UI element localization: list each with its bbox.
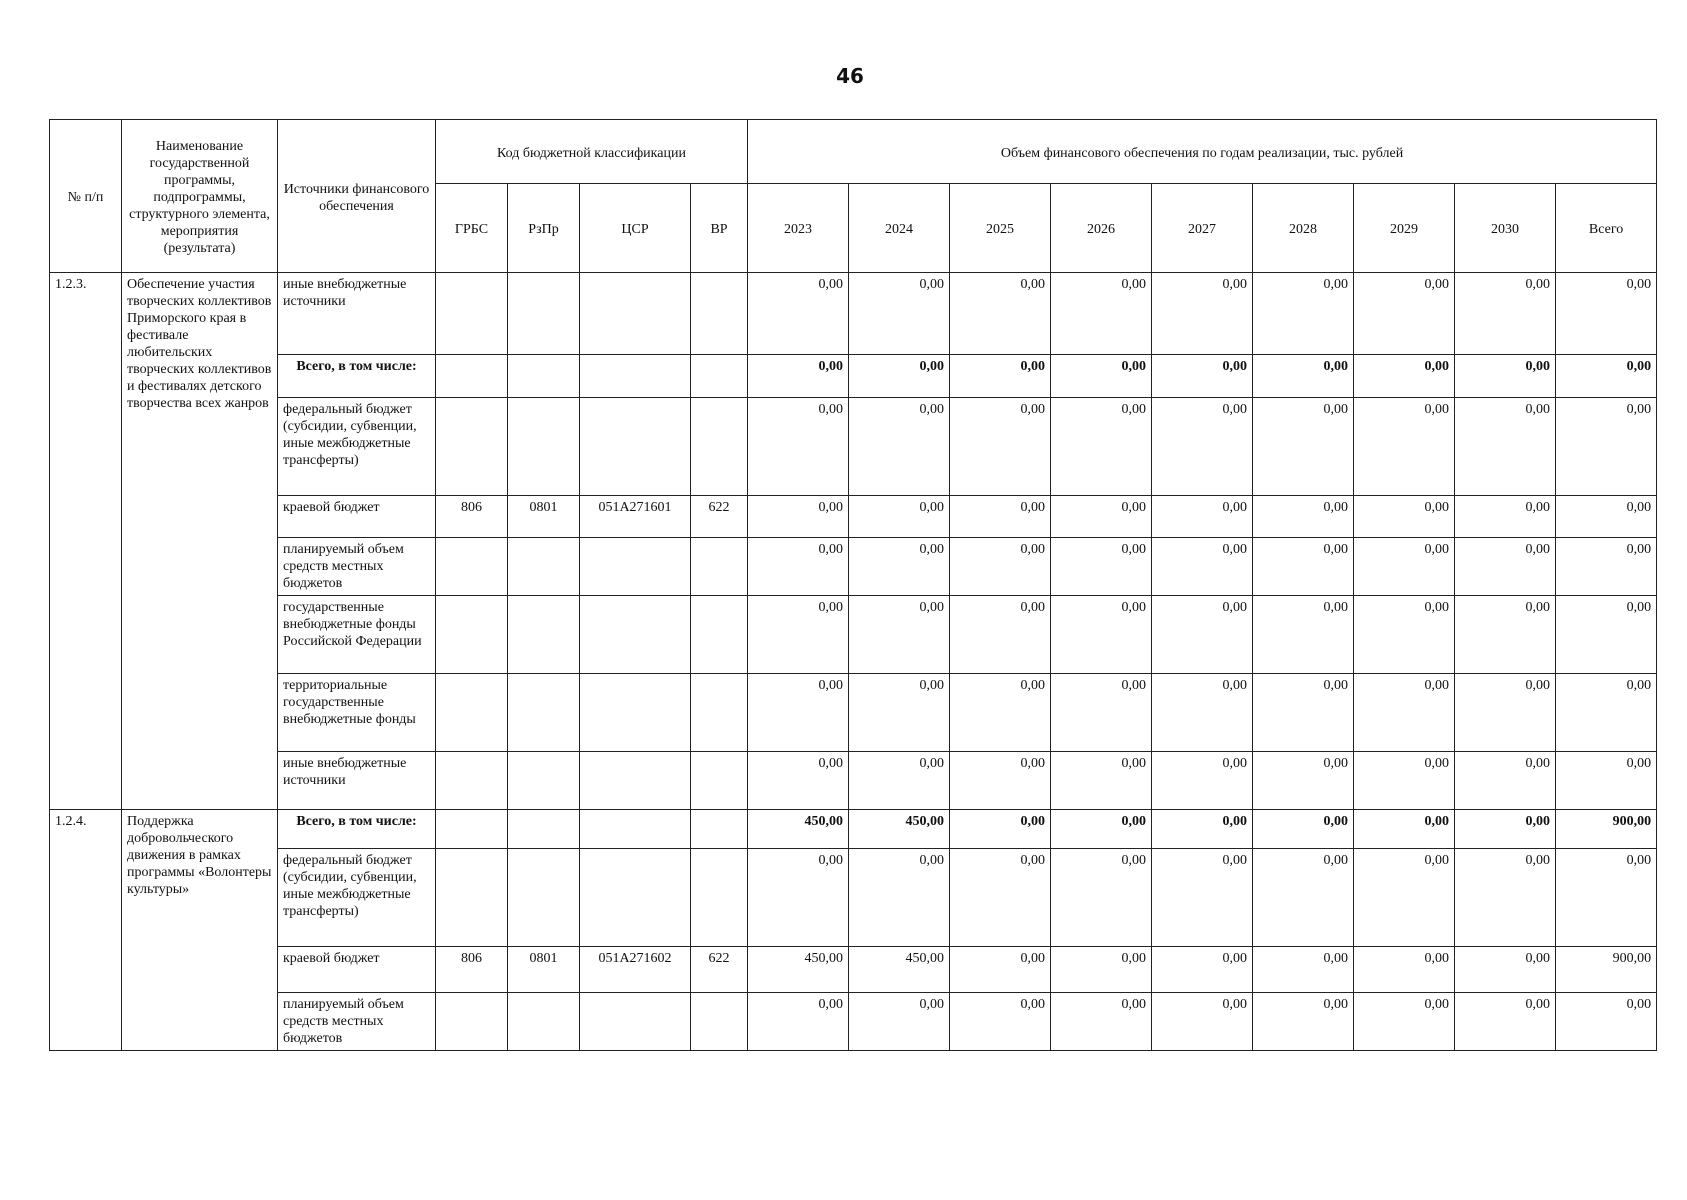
year-value: 0,00 bbox=[1253, 273, 1354, 355]
year-value: 0,00 bbox=[1051, 810, 1152, 849]
header-num: № п/п bbox=[50, 120, 122, 273]
funding-source: федеральный бюджет (субсидии, субвенции, иные межбюджетные трансферты) bbox=[278, 849, 436, 947]
table-row bbox=[50, 355, 1657, 398]
funding-source: иные внебюджетные источники bbox=[278, 752, 436, 810]
total-value: 0,00 bbox=[1556, 993, 1657, 1051]
year-value: 450,00 bbox=[748, 810, 849, 849]
vr-code: 622 bbox=[691, 496, 748, 538]
grbs-code bbox=[436, 398, 508, 496]
table-row bbox=[50, 596, 1657, 674]
grbs-code: 806 bbox=[436, 947, 508, 993]
total-value: 900,00 bbox=[1556, 810, 1657, 849]
total-value: 0,00 bbox=[1556, 752, 1657, 810]
table-row bbox=[50, 398, 1657, 496]
year-value: 0,00 bbox=[849, 993, 950, 1051]
grbs-code: 806 bbox=[436, 496, 508, 538]
total-value: 0,00 bbox=[1556, 538, 1657, 596]
year-value: 0,00 bbox=[1051, 596, 1152, 674]
csr-code bbox=[580, 596, 691, 674]
item-number: 1.2.4. bbox=[50, 810, 122, 1051]
year-value: 0,00 bbox=[1455, 398, 1556, 496]
total-value: 0,00 bbox=[1556, 849, 1657, 947]
year-value: 450,00 bbox=[849, 810, 950, 849]
year-value: 0,00 bbox=[950, 596, 1051, 674]
funding-source: иные внебюджетные источники bbox=[278, 273, 436, 355]
year-value: 0,00 bbox=[748, 398, 849, 496]
year-value: 450,00 bbox=[849, 947, 950, 993]
year-value: 0,00 bbox=[1455, 496, 1556, 538]
header-year: 2027 bbox=[1152, 184, 1253, 273]
item-number: 1.2.3. bbox=[50, 273, 122, 810]
csr-code bbox=[580, 849, 691, 947]
year-value: 0,00 bbox=[950, 496, 1051, 538]
year-value: 0,00 bbox=[1253, 993, 1354, 1051]
header-vr: ВР bbox=[691, 184, 748, 273]
funding-source: территориальные государственные внебюджетные фонды bbox=[278, 674, 436, 752]
csr-code: 051А271602 bbox=[580, 947, 691, 993]
csr-code bbox=[580, 674, 691, 752]
vr-code: 622 bbox=[691, 947, 748, 993]
year-value: 0,00 bbox=[1354, 596, 1455, 674]
year-value: 0,00 bbox=[1051, 993, 1152, 1051]
year-value: 0,00 bbox=[1354, 849, 1455, 947]
year-value: 0,00 bbox=[1354, 398, 1455, 496]
year-value: 0,00 bbox=[1455, 810, 1556, 849]
year-value: 0,00 bbox=[1152, 273, 1253, 355]
vr-code bbox=[691, 538, 748, 596]
year-value: 0,00 bbox=[1253, 496, 1354, 538]
header-year: 2026 bbox=[1051, 184, 1152, 273]
total-value: 0,00 bbox=[1556, 273, 1657, 355]
year-value: 0,00 bbox=[849, 849, 950, 947]
year-value: 0,00 bbox=[1253, 947, 1354, 993]
header-csr: ЦСР bbox=[580, 184, 691, 273]
year-value: 0,00 bbox=[1152, 810, 1253, 849]
header-grbs: ГРБС bbox=[436, 184, 508, 273]
rzpr-code bbox=[508, 810, 580, 849]
vr-code bbox=[691, 752, 748, 810]
item-name: Поддержка добровольческого движения в рамках программы «Волонтеры культуры» bbox=[122, 810, 278, 1051]
csr-code bbox=[580, 752, 691, 810]
rzpr-code bbox=[508, 398, 580, 496]
rzpr-code bbox=[508, 273, 580, 355]
year-value: 0,00 bbox=[1354, 947, 1455, 993]
total-value: 900,00 bbox=[1556, 947, 1657, 993]
rzpr-code bbox=[508, 849, 580, 947]
year-value: 0,00 bbox=[1051, 355, 1152, 398]
header-year: 2029 bbox=[1354, 184, 1455, 273]
year-value: 0,00 bbox=[1152, 947, 1253, 993]
year-value: 0,00 bbox=[748, 993, 849, 1051]
year-value: 450,00 bbox=[748, 947, 849, 993]
year-value: 0,00 bbox=[1051, 849, 1152, 947]
table-row bbox=[50, 849, 1657, 947]
year-value: 0,00 bbox=[748, 674, 849, 752]
year-value: 0,00 bbox=[849, 273, 950, 355]
header-year: 2023 bbox=[748, 184, 849, 273]
year-value: 0,00 bbox=[1152, 538, 1253, 596]
year-value: 0,00 bbox=[1051, 496, 1152, 538]
grbs-code bbox=[436, 993, 508, 1051]
year-value: 0,00 bbox=[950, 849, 1051, 947]
vr-code bbox=[691, 596, 748, 674]
year-value: 0,00 bbox=[1354, 993, 1455, 1051]
year-value: 0,00 bbox=[849, 596, 950, 674]
total-value: 0,00 bbox=[1556, 398, 1657, 496]
year-value: 0,00 bbox=[1455, 993, 1556, 1051]
year-value: 0,00 bbox=[1152, 752, 1253, 810]
year-value: 0,00 bbox=[1152, 674, 1253, 752]
table-row bbox=[50, 538, 1657, 596]
year-value: 0,00 bbox=[1455, 273, 1556, 355]
year-value: 0,00 bbox=[1051, 273, 1152, 355]
year-value: 0,00 bbox=[1152, 398, 1253, 496]
year-value: 0,00 bbox=[849, 496, 950, 538]
total-value: 0,00 bbox=[1556, 496, 1657, 538]
rzpr-code bbox=[508, 674, 580, 752]
funding-source: Всего, в том числе: bbox=[278, 355, 436, 398]
year-value: 0,00 bbox=[950, 674, 1051, 752]
csr-code bbox=[580, 538, 691, 596]
year-value: 0,00 bbox=[950, 810, 1051, 849]
year-value: 0,00 bbox=[1253, 674, 1354, 752]
rzpr-code bbox=[508, 355, 580, 398]
table-row bbox=[50, 496, 1657, 538]
vr-code bbox=[691, 993, 748, 1051]
year-value: 0,00 bbox=[1455, 849, 1556, 947]
year-value: 0,00 bbox=[748, 496, 849, 538]
year-value: 0,00 bbox=[1253, 810, 1354, 849]
header-total: Всего bbox=[1556, 184, 1657, 273]
table-row bbox=[50, 810, 1657, 849]
grbs-code bbox=[436, 273, 508, 355]
year-value: 0,00 bbox=[950, 752, 1051, 810]
year-value: 0,00 bbox=[1354, 355, 1455, 398]
year-value: 0,00 bbox=[1253, 538, 1354, 596]
rzpr-code bbox=[508, 752, 580, 810]
year-value: 0,00 bbox=[950, 273, 1051, 355]
year-value: 0,00 bbox=[1253, 752, 1354, 810]
year-value: 0,00 bbox=[1051, 752, 1152, 810]
year-value: 0,00 bbox=[1051, 947, 1152, 993]
total-value: 0,00 bbox=[1556, 674, 1657, 752]
header-volume: Объем финансового обеспечения по годам реализации, тыс. рублей bbox=[748, 120, 1657, 184]
year-value: 0,00 bbox=[1253, 849, 1354, 947]
year-value: 0,00 bbox=[950, 993, 1051, 1051]
grbs-code bbox=[436, 674, 508, 752]
year-value: 0,00 bbox=[950, 947, 1051, 993]
total-value: 0,00 bbox=[1556, 596, 1657, 674]
rzpr-code bbox=[508, 596, 580, 674]
year-value: 0,00 bbox=[1253, 355, 1354, 398]
year-value: 0,00 bbox=[1253, 398, 1354, 496]
year-value: 0,00 bbox=[748, 596, 849, 674]
year-value: 0,00 bbox=[849, 538, 950, 596]
year-value: 0,00 bbox=[1354, 810, 1455, 849]
vr-code bbox=[691, 849, 748, 947]
table-row bbox=[50, 947, 1657, 993]
header-year: 2028 bbox=[1253, 184, 1354, 273]
year-value: 0,00 bbox=[1152, 596, 1253, 674]
funding-source: планируемый объем средств местных бюджетов bbox=[278, 538, 436, 596]
funding-source: федеральный бюджет (субсидии, субвенции, иные межбюджетные трансферты) bbox=[278, 398, 436, 496]
year-value: 0,00 bbox=[748, 849, 849, 947]
funding-source: планируемый объем средств местных бюджетов bbox=[278, 993, 436, 1051]
year-value: 0,00 bbox=[1051, 538, 1152, 596]
year-value: 0,00 bbox=[849, 398, 950, 496]
year-value: 0,00 bbox=[1354, 538, 1455, 596]
year-value: 0,00 bbox=[1152, 355, 1253, 398]
year-value: 0,00 bbox=[1152, 849, 1253, 947]
grbs-code bbox=[436, 355, 508, 398]
year-value: 0,00 bbox=[1152, 496, 1253, 538]
year-value: 0,00 bbox=[849, 355, 950, 398]
header-year: 2024 bbox=[849, 184, 950, 273]
year-value: 0,00 bbox=[1152, 993, 1253, 1051]
grbs-code bbox=[436, 810, 508, 849]
year-value: 0,00 bbox=[1455, 674, 1556, 752]
vr-code bbox=[691, 810, 748, 849]
page-number: 46 bbox=[836, 64, 864, 88]
year-value: 0,00 bbox=[849, 752, 950, 810]
vr-code bbox=[691, 398, 748, 496]
year-value: 0,00 bbox=[1455, 538, 1556, 596]
year-value: 0,00 bbox=[1455, 947, 1556, 993]
csr-code: 051А271601 bbox=[580, 496, 691, 538]
funding-source: Всего, в том числе: bbox=[278, 810, 436, 849]
year-value: 0,00 bbox=[950, 355, 1051, 398]
csr-code bbox=[580, 355, 691, 398]
year-value: 0,00 bbox=[1455, 752, 1556, 810]
vr-code bbox=[691, 355, 748, 398]
csr-code bbox=[580, 273, 691, 355]
year-value: 0,00 bbox=[1354, 496, 1455, 538]
year-value: 0,00 bbox=[748, 752, 849, 810]
year-value: 0,00 bbox=[849, 674, 950, 752]
rzpr-code bbox=[508, 538, 580, 596]
header-kbk: Код бюджетной классификации bbox=[436, 120, 748, 184]
funding-source: государственные внебюджетные фонды Российской Федерации bbox=[278, 596, 436, 674]
header-row-top bbox=[50, 120, 1657, 184]
total-value: 0,00 bbox=[1556, 355, 1657, 398]
rzpr-code bbox=[508, 993, 580, 1051]
grbs-code bbox=[436, 596, 508, 674]
year-value: 0,00 bbox=[748, 355, 849, 398]
vr-code bbox=[691, 273, 748, 355]
year-value: 0,00 bbox=[1354, 273, 1455, 355]
header-source: Источники финансового обеспечения bbox=[278, 120, 436, 273]
header-rzpr: РзПр bbox=[508, 184, 580, 273]
year-value: 0,00 bbox=[1051, 674, 1152, 752]
item-name: Обеспечение участия творческих коллективов Приморского края в фестивале любительских творческих коллективов и фестивалях детского творчества всех жанров bbox=[122, 273, 278, 810]
table-row bbox=[50, 273, 1657, 355]
csr-code bbox=[580, 810, 691, 849]
year-value: 0,00 bbox=[748, 538, 849, 596]
csr-code bbox=[580, 993, 691, 1051]
header-name: Наименование государственной программы, подпрограммы, структурного элемента, мероприятия (результата) bbox=[122, 120, 278, 273]
year-value: 0,00 bbox=[748, 273, 849, 355]
rzpr-code: 0801 bbox=[508, 947, 580, 993]
table-row bbox=[50, 674, 1657, 752]
grbs-code bbox=[436, 752, 508, 810]
budget-table bbox=[49, 119, 1657, 1051]
grbs-code bbox=[436, 538, 508, 596]
grbs-code bbox=[436, 849, 508, 947]
year-value: 0,00 bbox=[1455, 355, 1556, 398]
funding-source: краевой бюджет bbox=[278, 496, 436, 538]
vr-code bbox=[691, 674, 748, 752]
table-row bbox=[50, 752, 1657, 810]
csr-code bbox=[580, 398, 691, 496]
year-value: 0,00 bbox=[950, 538, 1051, 596]
header-year: 2030 bbox=[1455, 184, 1556, 273]
header-year: 2025 bbox=[950, 184, 1051, 273]
year-value: 0,00 bbox=[1455, 596, 1556, 674]
year-value: 0,00 bbox=[1354, 674, 1455, 752]
year-value: 0,00 bbox=[950, 398, 1051, 496]
year-value: 0,00 bbox=[1253, 596, 1354, 674]
year-value: 0,00 bbox=[1051, 398, 1152, 496]
year-value: 0,00 bbox=[1354, 752, 1455, 810]
table-row bbox=[50, 993, 1657, 1051]
rzpr-code: 0801 bbox=[508, 496, 580, 538]
funding-source: краевой бюджет bbox=[278, 947, 436, 993]
